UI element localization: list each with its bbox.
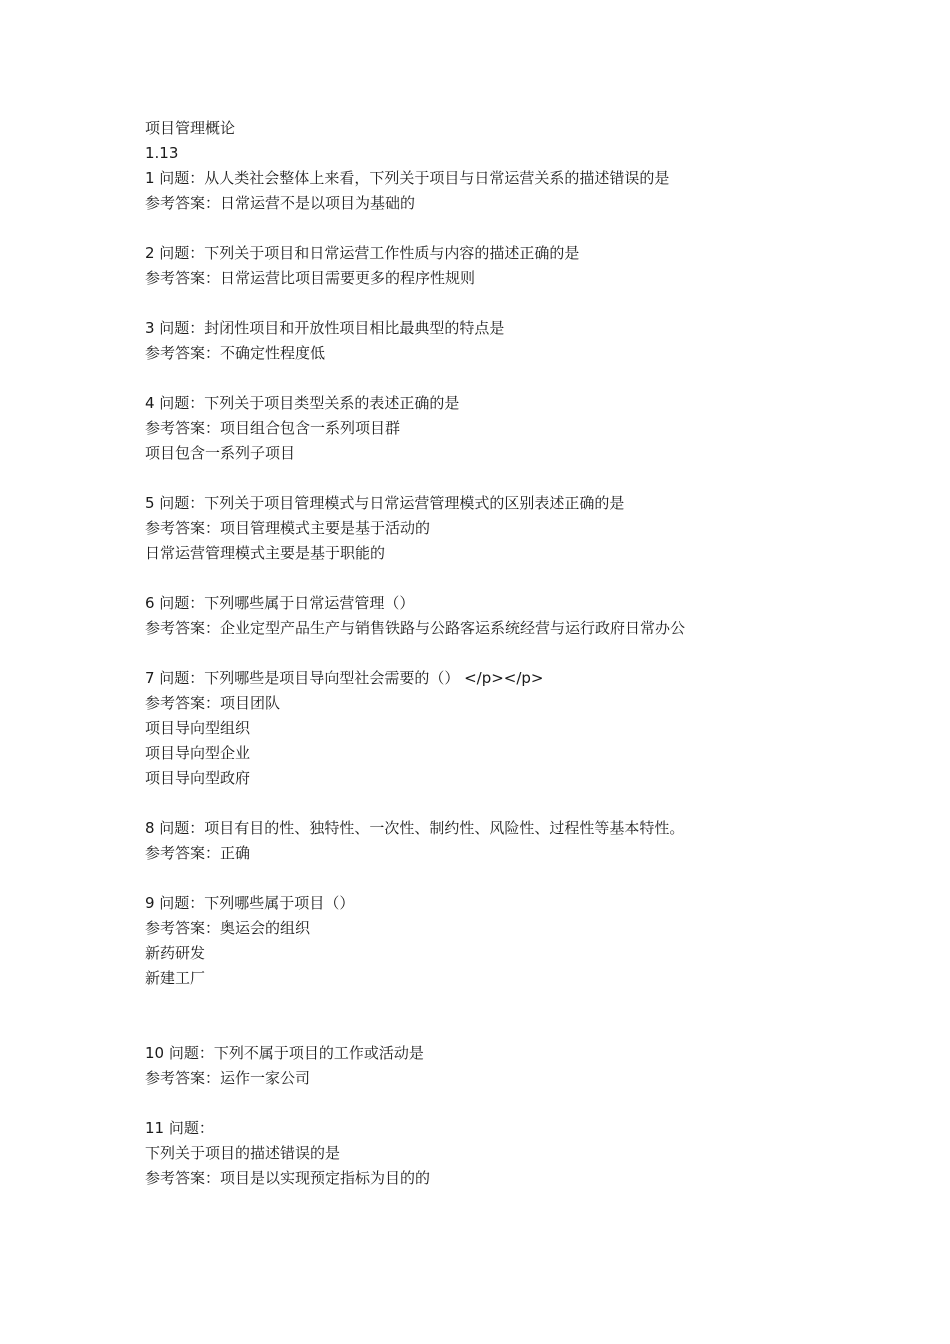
document-body	[145, 116, 905, 1191]
answer-5: 参考答案：项目管理模式主要是基于活动的	[145, 519, 431, 537]
answer-10: 参考答案：运作一家公司	[145, 1069, 311, 1087]
spacer	[145, 1016, 905, 1041]
answer-9: 参考答案：奥运会的组织	[145, 919, 311, 937]
question-4: 4 问题：下列关于项目类型关系的表述正确的是	[145, 394, 460, 412]
spacer	[145, 466, 905, 491]
question-1: 1 问题：从人类社会整体上来看，下列关于项目与日常运营关系的描述错误的是	[145, 169, 670, 187]
answer-7-line-4: 项目导向型政府	[145, 769, 251, 787]
answer-7-line-3: 项目导向型企业	[145, 744, 251, 762]
question-11-text: 下列关于项目的描述错误的是	[145, 1144, 341, 1162]
question-6: 6 问题：下列哪些属于日常运营管理（）	[145, 594, 415, 612]
spacer	[145, 641, 905, 666]
answer-2: 参考答案：日常运营比项目需要更多的程序性规则	[145, 269, 476, 287]
document-title: 项目管理概论	[145, 119, 236, 137]
spacer	[145, 291, 905, 316]
answer-11: 参考答案：项目是以实现预定指标为目的的	[145, 1169, 431, 1187]
question-7: 7 问题：下列哪些是项目导向型社会需要的（） </p></p>	[145, 669, 544, 687]
spacer	[145, 216, 905, 241]
question-11: 11 问题：	[145, 1119, 214, 1137]
question-10: 10 问题：下列不属于项目的工作或活动是	[145, 1044, 424, 1062]
spacer	[145, 366, 905, 391]
answer-6: 参考答案：企业定型产品生产与销售铁路与公路客运系统经营与运行政府日常办公	[145, 619, 686, 637]
spacer	[145, 866, 905, 891]
answer-4-line-2: 项目包含一系列子项目	[145, 444, 296, 462]
question-5: 5 问题：下列关于项目管理模式与日常运营管理模式的区别表述正确的是	[145, 494, 625, 512]
question-2: 2 问题：下列关于项目和日常运营工作性质与内容的描述正确的是	[145, 244, 580, 262]
answer-9-line-3: 新建工厂	[145, 969, 206, 987]
answer-9-line-2: 新药研发	[145, 944, 206, 962]
question-8: 8 问题：项目有目的性、独特性、一次性、制约性、风险性、过程性等基本特性。	[145, 819, 685, 837]
answer-8: 参考答案：正确	[145, 844, 251, 862]
document-date: 1.13	[145, 144, 179, 162]
answer-1: 参考答案：日常运营不是以项目为基础的	[145, 194, 416, 212]
answer-7: 参考答案：项目团队	[145, 694, 281, 712]
spacer	[145, 566, 905, 591]
answer-5-line-2: 日常运营管理模式主要是基于职能的	[145, 544, 386, 562]
answer-3: 参考答案：不确定性程度低	[145, 344, 326, 362]
spacer	[145, 791, 905, 816]
answer-7-line-2: 项目导向型组织	[145, 719, 251, 737]
question-3: 3 问题：封闭性项目和开放性项目相比最典型的特点是	[145, 319, 505, 337]
spacer	[145, 1091, 905, 1116]
question-9: 9 问题：下列哪些属于项目（）	[145, 894, 355, 912]
answer-4: 参考答案：项目组合包含一系列项目群	[145, 419, 401, 437]
spacer	[145, 991, 905, 1016]
